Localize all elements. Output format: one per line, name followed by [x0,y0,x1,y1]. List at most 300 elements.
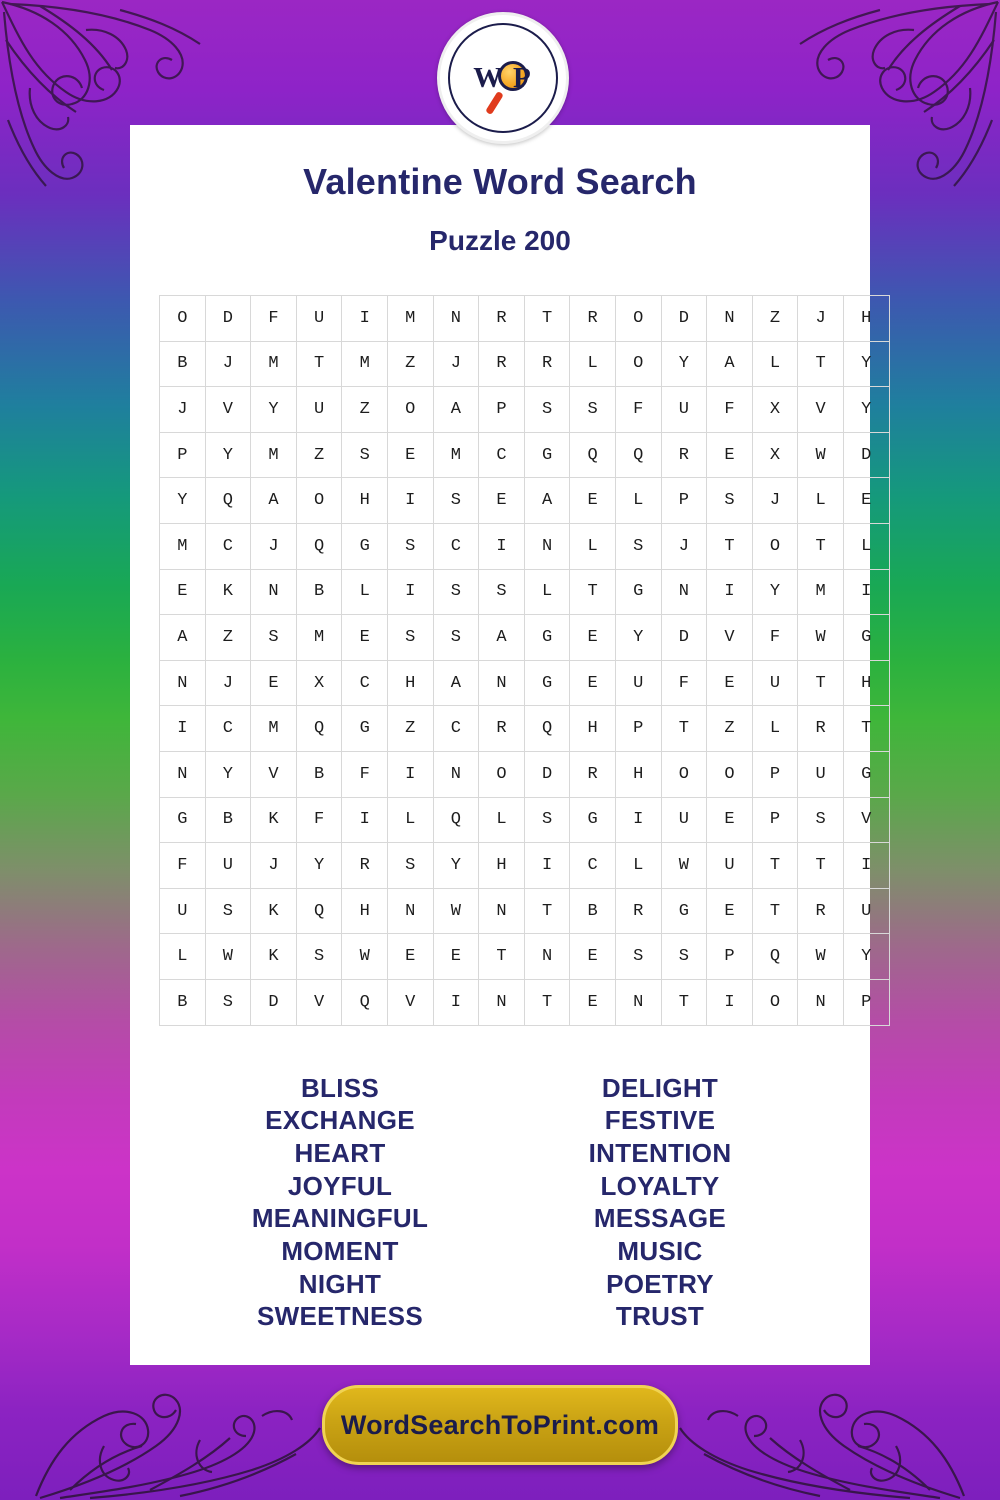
grid-cell[interactable]: P [752,797,798,843]
grid-cell[interactable]: Y [615,615,661,661]
grid-cell[interactable]: C [433,523,479,569]
grid-cell[interactable]: U [661,387,707,433]
grid-cell[interactable]: N [479,888,525,934]
grid-cell[interactable]: L [615,843,661,889]
grid-cell[interactable]: G [342,706,388,752]
grid-cell[interactable]: E [479,478,525,524]
grid-cell[interactable]: F [707,387,753,433]
grid-cell[interactable]: R [342,843,388,889]
grid-row [160,843,890,889]
grid-row [160,387,890,433]
grid-cell[interactable]: F [615,387,661,433]
page-title: Valentine Word Search [303,161,697,202]
puzzle-sheet [130,125,870,1365]
grid-cell[interactable]: J [160,387,206,433]
grid-cell[interactable]: D [661,615,707,661]
grid-cell[interactable]: Y [251,387,297,433]
grid-cell[interactable]: S [615,934,661,980]
grid-cell[interactable]: Q [296,888,342,934]
grid-cell[interactable]: U [798,751,844,797]
grid-row [160,341,890,387]
website-badge[interactable] [322,1385,678,1465]
word-list-item[interactable]: TRUST [615,1301,705,1332]
grid-cell[interactable]: F [296,797,342,843]
grid-cell[interactable]: R [524,341,570,387]
grid-cell[interactable]: E [707,888,753,934]
grid-cell[interactable]: E [342,615,388,661]
grid-cell[interactable]: J [251,523,297,569]
grid-cell[interactable]: U [205,843,251,889]
grid-cell[interactable]: S [707,478,753,524]
grid-cell[interactable]: O [160,296,206,342]
grid-cell[interactable]: Y [843,341,889,387]
grid-cell[interactable]: S [524,797,570,843]
grid-cell[interactable]: O [387,387,433,433]
grid-cell[interactable]: G [570,797,616,843]
grid-cell[interactable]: S [798,797,844,843]
grid-cell[interactable]: N [479,979,525,1025]
grid-cell[interactable]: O [707,751,753,797]
grid-cell[interactable]: L [615,478,661,524]
grid-cell[interactable]: F [752,615,798,661]
grid-cell[interactable]: Q [524,706,570,752]
grid-cell[interactable]: L [843,523,889,569]
grid-cell[interactable]: J [798,296,844,342]
grid-cell[interactable]: T [524,979,570,1025]
grid-cell[interactable]: Z [752,296,798,342]
grid-cell[interactable]: M [160,523,206,569]
grid-cell[interactable]: M [251,432,297,478]
grid-cell[interactable]: R [798,888,844,934]
grid-cell[interactable]: I [615,797,661,843]
grid-cell[interactable]: F [342,751,388,797]
grid-cell[interactable]: L [387,797,433,843]
word-list-item[interactable]: MESSAGE [593,1203,727,1234]
grid-cell[interactable]: N [433,296,479,342]
grid-cell[interactable]: W [798,615,844,661]
grid-cell[interactable]: T [752,888,798,934]
grid-cell[interactable]: P [615,706,661,752]
grid-cell[interactable]: Y [843,387,889,433]
grid-cell[interactable]: L [798,478,844,524]
grid-cell[interactable]: Y [160,478,206,524]
word-list-item[interactable]: MEANINGFUL [251,1203,429,1234]
grid-cell[interactable]: R [798,706,844,752]
grid-cell[interactable]: G [843,751,889,797]
grid-cell[interactable]: V [251,751,297,797]
grid-cell[interactable]: H [479,843,525,889]
grid-cell[interactable]: E [387,432,433,478]
grid-cell[interactable]: N [387,888,433,934]
grid-cell[interactable]: I [524,843,570,889]
grid-cell[interactable]: N [524,934,570,980]
grid-cell[interactable]: E [570,660,616,706]
magnifier-handle-icon [485,91,504,115]
grid-cell[interactable]: S [570,387,616,433]
grid-cell[interactable]: U [296,387,342,433]
grid-cell[interactable]: J [251,843,297,889]
grid-cell[interactable]: Q [433,797,479,843]
word-list-item[interactable]: MOMENT [281,1236,399,1267]
grid-cell[interactable]: Y [433,843,479,889]
grid-cell[interactable]: K [251,888,297,934]
grid-cell[interactable]: X [296,660,342,706]
grid-cell[interactable]: C [205,523,251,569]
grid-cell[interactable]: D [661,296,707,342]
grid-cell[interactable]: L [524,569,570,615]
grid-cell[interactable]: E [387,934,433,980]
word-list-item[interactable]: MUSIC [617,1236,703,1267]
grid-cell[interactable]: T [524,888,570,934]
grid-cell[interactable]: E [707,797,753,843]
grid-cell[interactable]: U [752,660,798,706]
grid-cell[interactable]: Q [342,979,388,1025]
grid-cell[interactable]: S [433,478,479,524]
grid-cell[interactable]: S [387,523,433,569]
grid-cell[interactable]: A [707,341,753,387]
grid-row [160,706,890,752]
grid-cell[interactable]: D [843,432,889,478]
grid-cell[interactable]: Q [752,934,798,980]
grid-cell[interactable]: I [387,751,433,797]
grid-cell[interactable]: S [296,934,342,980]
grid-cell[interactable]: Y [296,843,342,889]
grid-cell[interactable]: H [843,660,889,706]
grid-cell[interactable]: E [707,432,753,478]
grid-cell[interactable]: S [661,934,707,980]
letter-grid [159,295,890,1026]
grid-cell[interactable]: K [251,934,297,980]
grid-cell[interactable]: I [160,706,206,752]
grid-cell[interactable]: G [615,569,661,615]
word-list-item[interactable]: FESTIVE [604,1105,716,1136]
grid-cell[interactable]: L [160,934,206,980]
word-list-item[interactable]: NIGHT [298,1268,382,1299]
grid-cell[interactable]: M [251,706,297,752]
grid-cell[interactable]: R [479,341,525,387]
grid-cell[interactable]: Z [296,432,342,478]
grid-cell[interactable]: R [615,888,661,934]
grid-cell[interactable]: S [342,432,388,478]
grid-cell[interactable]: Z [342,387,388,433]
grid-cell[interactable]: A [433,387,479,433]
grid-cell[interactable]: H [615,751,661,797]
grid-cell[interactable]: G [661,888,707,934]
grid-cell[interactable]: S [205,979,251,1025]
grid-cell[interactable]: D [251,979,297,1025]
logo-ring [448,23,558,133]
grid-cell[interactable]: M [387,296,433,342]
grid-cell[interactable]: I [433,979,479,1025]
grid-cell[interactable]: H [387,660,433,706]
word-list-item[interactable]: POETRY [606,1268,714,1299]
grid-cell[interactable]: W [342,934,388,980]
grid-cell[interactable]: Q [570,432,616,478]
grid-cell[interactable]: X [752,387,798,433]
grid-cell[interactable]: N [160,660,206,706]
grid-cell[interactable]: T [661,706,707,752]
grid-cell[interactable]: W [661,843,707,889]
grid-cell[interactable]: U [615,660,661,706]
grid-cell[interactable]: I [387,569,433,615]
word-list-item[interactable]: LOYALTY [600,1170,720,1201]
grid-cell[interactable]: N [433,751,479,797]
grid-cell[interactable]: N [160,751,206,797]
grid-cell[interactable]: Z [387,341,433,387]
grid-cell[interactable]: M [296,615,342,661]
grid-cell[interactable]: I [707,569,753,615]
grid-cell[interactable]: E [707,660,753,706]
grid-cell[interactable]: Q [205,478,251,524]
grid-cell[interactable]: T [798,341,844,387]
grid-cell[interactable]: C [479,432,525,478]
word-list-item[interactable]: SWEETNESS [257,1301,423,1332]
grid-cell[interactable]: T [798,660,844,706]
grid-row [160,478,890,524]
grid-cell[interactable]: Z [707,706,753,752]
grid-cell[interactable]: Q [615,432,661,478]
grid-cell[interactable]: G [342,523,388,569]
grid-cell[interactable]: O [479,751,525,797]
grid-cell[interactable]: J [661,523,707,569]
grid-cell[interactable]: P [707,934,753,980]
grid-cell[interactable]: V [205,387,251,433]
grid-cell[interactable]: P [479,387,525,433]
grid-cell[interactable]: J [205,660,251,706]
grid-cell[interactable]: U [707,843,753,889]
grid-row [160,979,890,1025]
grid-cell[interactable]: E [160,569,206,615]
grid-cell[interactable]: Y [205,432,251,478]
word-list-column-left [180,1072,500,1334]
grid-cell[interactable]: E [433,934,479,980]
grid-cell[interactable]: N [798,979,844,1025]
grid-cell[interactable]: D [524,751,570,797]
grid-cell[interactable]: W [205,934,251,980]
grid-cell[interactable]: E [843,478,889,524]
grid-cell[interactable]: S [479,569,525,615]
grid-cell[interactable]: K [205,569,251,615]
grid-cell[interactable]: A [524,478,570,524]
grid-cell[interactable]: E [570,934,616,980]
grid-cell[interactable]: R [570,751,616,797]
grid-cell[interactable]: Y [843,934,889,980]
grid-cell[interactable]: S [433,615,479,661]
grid-cell[interactable]: E [251,660,297,706]
grid-cell[interactable]: U [661,797,707,843]
grid-cell[interactable]: V [798,387,844,433]
grid-cell[interactable]: B [296,751,342,797]
grid-cell[interactable]: V [296,979,342,1025]
grid-cell[interactable]: C [342,660,388,706]
grid-cell[interactable]: S [433,569,479,615]
grid-cell[interactable]: O [615,341,661,387]
grid-cell[interactable]: N [251,569,297,615]
grid-cell[interactable]: T [843,706,889,752]
grid-cell[interactable]: R [570,296,616,342]
grid-cell[interactable]: T [707,523,753,569]
puzzle-number: Puzzle 200 [429,225,571,256]
word-list-column-right [500,1072,820,1334]
grid-cell[interactable]: L [570,341,616,387]
grid-cell[interactable]: N [615,979,661,1025]
grid-cell[interactable]: O [615,296,661,342]
grid-cell[interactable]: U [296,296,342,342]
grid-cell[interactable]: J [433,341,479,387]
grid-cell[interactable]: N [524,523,570,569]
website-url-text: WordSearchToPrint.com [340,1409,660,1440]
grid-cell[interactable]: G [843,615,889,661]
grid-cell[interactable]: J [205,341,251,387]
grid-cell[interactable]: T [798,523,844,569]
grid-cell[interactable]: V [707,615,753,661]
grid-cell[interactable]: M [798,569,844,615]
grid-cell[interactable]: B [160,979,206,1025]
grid-cell[interactable]: I [843,843,889,889]
grid-cell[interactable]: Y [661,341,707,387]
grid-cell[interactable]: L [479,797,525,843]
grid-cell[interactable]: H [570,706,616,752]
grid-cell[interactable]: L [752,706,798,752]
grid-cell[interactable]: I [342,296,388,342]
grid-cell[interactable]: C [433,706,479,752]
grid-cell[interactable]: H [843,296,889,342]
grid-cell[interactable]: I [479,523,525,569]
grid-cell[interactable]: F [661,660,707,706]
grid-cell[interactable]: M [433,432,479,478]
grid-cell[interactable]: O [296,478,342,524]
grid-row [160,797,890,843]
grid-cell[interactable]: I [843,569,889,615]
grid-cell[interactable]: C [570,843,616,889]
grid-cell[interactable]: W [798,432,844,478]
grid-cell[interactable]: O [752,979,798,1025]
grid-row [160,569,890,615]
grid-cell[interactable]: S [387,843,433,889]
grid-cell[interactable]: L [752,341,798,387]
grid-cell[interactable]: P [661,478,707,524]
grid-cell[interactable]: R [661,432,707,478]
grid-cell[interactable]: Y [205,751,251,797]
grid-cell[interactable]: Q [296,706,342,752]
grid-cell[interactable]: E [570,979,616,1025]
grid-cell[interactable]: S [251,615,297,661]
grid-cell[interactable]: H [342,888,388,934]
word-list-item[interactable]: INTENTION [588,1137,732,1168]
grid-cell[interactable]: W [798,934,844,980]
grid-cell[interactable]: Z [205,615,251,661]
grid-cell[interactable]: B [570,888,616,934]
grid-cell[interactable]: U [160,888,206,934]
grid-cell[interactable]: N [707,296,753,342]
grid-cell[interactable]: K [251,797,297,843]
grid-cell[interactable]: T [661,979,707,1025]
grid-cell[interactable]: E [570,615,616,661]
word-list-item[interactable]: DELIGHT [601,1072,719,1103]
grid-cell[interactable]: S [205,888,251,934]
grid-cell[interactable]: X [752,432,798,478]
grid-row [160,751,890,797]
grid-cell[interactable]: G [524,660,570,706]
grid-cell[interactable]: A [251,478,297,524]
grid-cell[interactable]: T [798,843,844,889]
grid-cell[interactable]: C [205,706,251,752]
grid-cell[interactable]: G [524,432,570,478]
grid-row [160,934,890,980]
grid-cell[interactable]: A [479,615,525,661]
grid-row [160,888,890,934]
grid-cell[interactable]: P [752,751,798,797]
grid-cell[interactable]: I [342,797,388,843]
grid-cell[interactable]: M [342,341,388,387]
grid-cell[interactable]: T [296,341,342,387]
grid-cell[interactable]: N [661,569,707,615]
grid-cell[interactable]: T [524,296,570,342]
grid-cell[interactable]: A [160,615,206,661]
grid-cell[interactable]: D [205,296,251,342]
grid-cell[interactable]: F [251,296,297,342]
grid-cell[interactable]: F [160,843,206,889]
grid-cell[interactable]: W [433,888,479,934]
grid-cell[interactable]: G [524,615,570,661]
grid-row [160,615,890,661]
grid-cell[interactable]: H [342,478,388,524]
word-list-item[interactable]: HEART [294,1137,386,1168]
grid-cell[interactable]: G [160,797,206,843]
grid-cell[interactable]: E [570,478,616,524]
grid-cell[interactable]: J [752,478,798,524]
grid-cell[interactable]: Z [387,706,433,752]
grid-cell[interactable]: B [160,341,206,387]
grid-cell[interactable]: I [707,979,753,1025]
word-list-item[interactable]: JOYFUL [287,1170,393,1201]
grid-cell[interactable]: Y [752,569,798,615]
word-list-item[interactable]: BLISS [300,1072,380,1103]
grid-cell[interactable]: O [661,751,707,797]
grid-row [160,432,890,478]
grid-cell[interactable]: Q [296,523,342,569]
grid-row [160,523,890,569]
word-list-item[interactable]: EXCHANGE [265,1105,415,1136]
grid-cell[interactable]: B [296,569,342,615]
grid-cell[interactable]: V [387,979,433,1025]
word-search-grid [159,257,872,1026]
grid-cell[interactable]: T [479,934,525,980]
grid-cell[interactable]: R [479,706,525,752]
grid-cell[interactable]: L [570,523,616,569]
grid-cell[interactable]: U [843,888,889,934]
grid-cell[interactable]: I [387,478,433,524]
brand-logo [437,12,569,144]
grid-cell[interactable]: V [843,797,889,843]
grid-cell[interactable]: S [524,387,570,433]
logo-letters: W P [473,61,533,94]
grid-cell[interactable]: T [752,843,798,889]
grid-cell[interactable]: P [843,979,889,1025]
grid-cell[interactable]: B [205,797,251,843]
grid-cell[interactable]: T [570,569,616,615]
grid-cell[interactable]: S [387,615,433,661]
grid-cell[interactable]: R [479,296,525,342]
grid-cell[interactable]: L [342,569,388,615]
grid-cell[interactable]: S [615,523,661,569]
grid-cell[interactable]: P [160,432,206,478]
grid-cell[interactable]: M [251,341,297,387]
grid-cell[interactable]: N [479,660,525,706]
grid-cell[interactable]: O [752,523,798,569]
grid-cell[interactable]: A [433,660,479,706]
word-list [180,1026,820,1334]
